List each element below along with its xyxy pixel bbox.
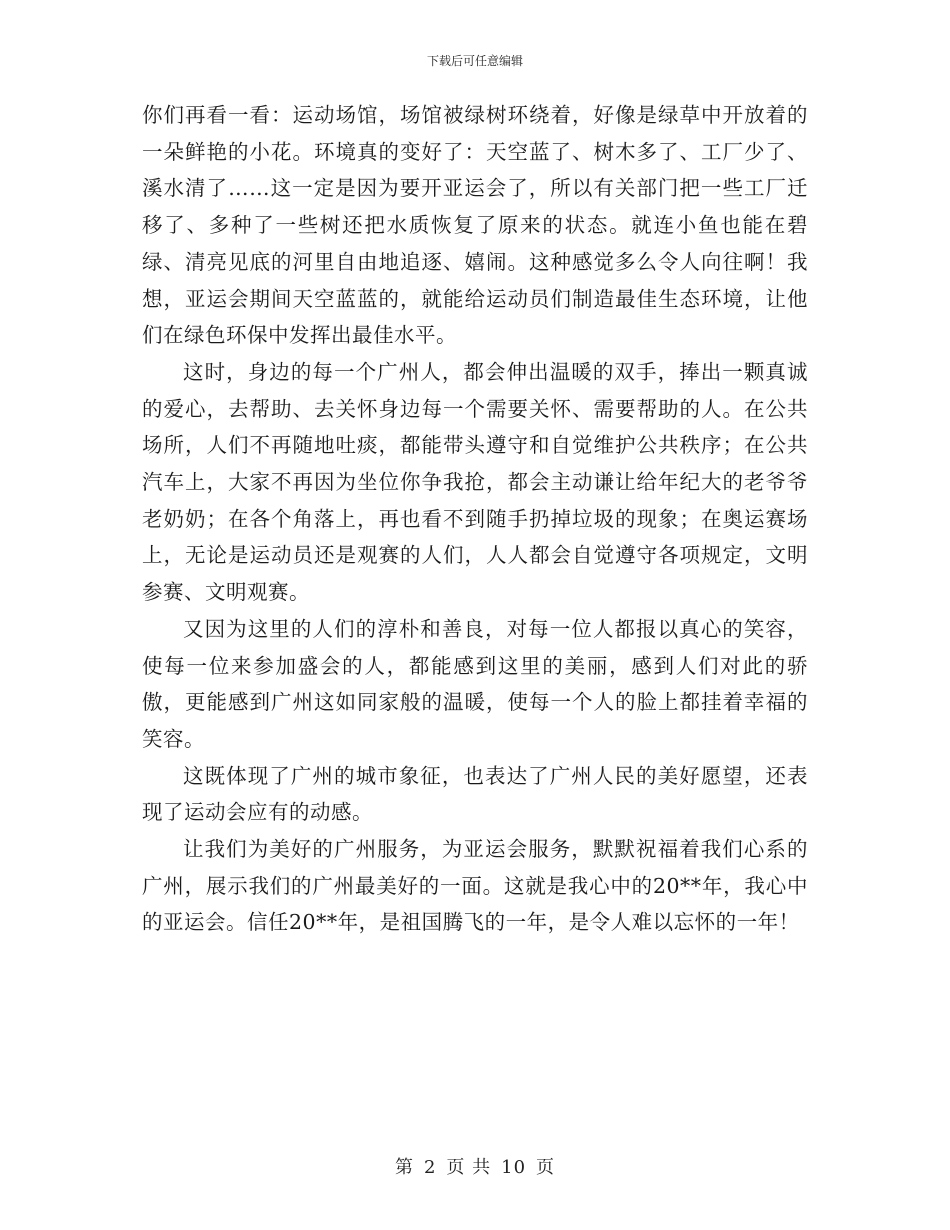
page-header: 下载后可任意编辑: [426, 54, 523, 68]
page-footer: [0, 1153, 950, 1179]
footer-prefix: 第: [394, 1157, 414, 1178]
page-number: 2: [423, 1157, 437, 1178]
paragraph-2: 这时，身边的每一个广州人，都会伸出温暖的双手，捧出一颗真诚的爱心，去帮助、去关怀身边每一个需要关怀、需要帮助的人。在公共场所，人们不再随地吐痰，都能带头遵守和自觉维护公共秩序；在公共汽车上，大家不再因为坐位你争我抢，都会主动谦让给年纪大的老爷爷老奶奶；在各个角落上，再也看不到随手扔掉垃圾的现象；在奥运赛场上，无论是运动员还是观赛的人们，人人都会自觉遵守各项规定，文明参赛、文明观赛。: [142, 359, 808, 605]
paragraph-1: 你们再看一看：运动场馆，场馆被绿树环绕着，好像是绿草中开放着的一朵鲜艳的小花。环境真的变好了：天空蓝了、树木多了、工厂少了、溪水清了……这一定是因为要开亚运会了，所以有关部门把一些工厂迁移了、多种了一些树还把水质恢复了原来的状态。就连小鱼也能在碧绿、清亮见底的河里自由地追逐、嬉闹。这种感觉多么令人向往啊！我想，亚运会期间天空蓝蓝的，就能给运动员们制造最佳生态环境，让他们在绿色环保中发挥出最佳水平。: [142, 103, 808, 348]
paragraph-4: 这既体现了广州的城市象征，也表达了广州人民的美好愿望，还表现了运动会应有的动感。: [142, 763, 808, 825]
footer-middle: 页 共: [446, 1157, 492, 1178]
total-pages: 10: [501, 1157, 527, 1178]
paragraph-5: 让我们为美好的广州服务，为亚运会服务，默默祝福着我们心系的广州，展示我们的广州最美好的一面。这就是我心中的20**年，我心中的亚运会。信任20**年，是祖国腾飞的一年，是令人难以忘怀的一年！: [142, 837, 808, 935]
document-body: [142, 97, 808, 941]
footer-suffix: 页: [536, 1157, 556, 1178]
paragraph-3: 又因为这里的人们的淳朴和善良，对每一位人都报以真心的笑容，使每一位来参加盛会的人，都能感到这里的美丽，感到人们对此的骄傲，更能感到广州这如同家般的温暖，使每一个人的脸上都挂着幸福的笑容。: [142, 616, 808, 751]
